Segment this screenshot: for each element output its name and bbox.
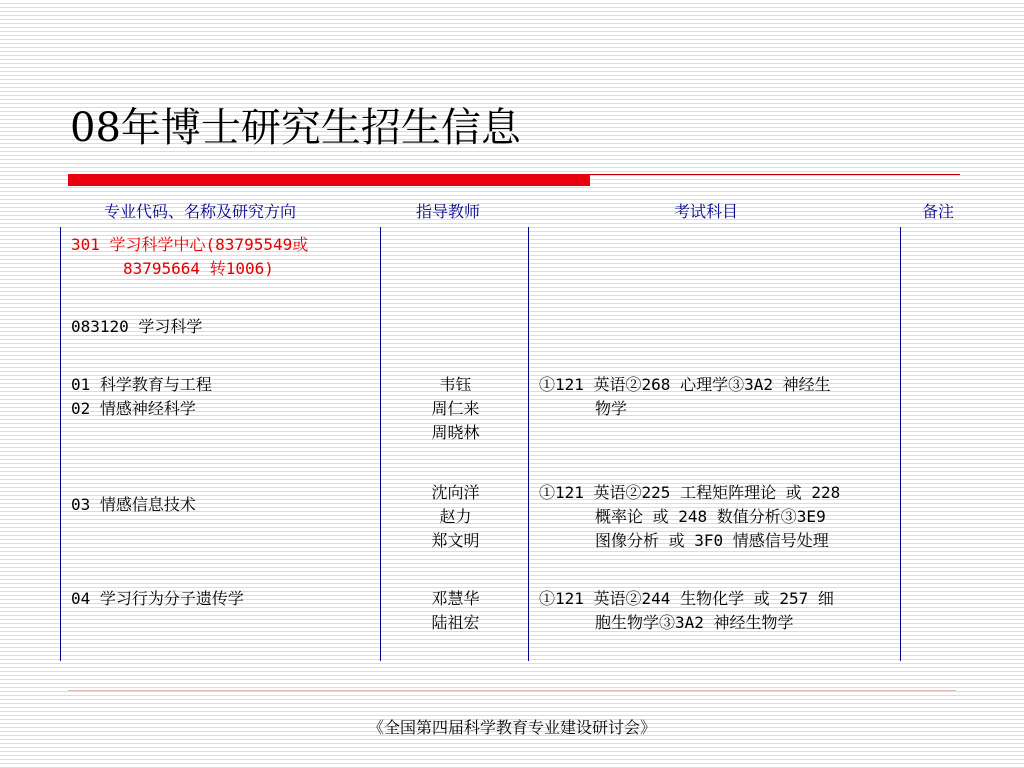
major-line: 301 学习科学中心(83795549或	[71, 235, 309, 254]
title-underline-bar	[68, 174, 590, 186]
advisor-name: 周晓林	[431, 423, 480, 442]
exam-cell	[529, 475, 901, 581]
table-row	[61, 475, 901, 581]
table-row	[61, 309, 901, 367]
exam-line: ①121 英语②268 心理学③3A2 神经生	[539, 375, 831, 394]
advisor-cell	[381, 309, 529, 367]
major-line: 01 科学教育与工程	[71, 375, 212, 394]
table-row	[61, 367, 901, 475]
table-header	[60, 199, 960, 223]
advisor-cell	[381, 227, 529, 309]
advisor-name: 赵力	[439, 507, 472, 526]
major-line: 04 学习行为分子遗传学	[71, 589, 244, 608]
exam-line: 物学	[595, 399, 628, 418]
exam-line: 概率论 或 248 数值分析③3E9	[595, 507, 826, 526]
major-line: 03 情感信息技术	[71, 495, 196, 514]
major-cell	[61, 309, 381, 367]
exam-cell	[529, 227, 901, 309]
major-cell	[61, 475, 381, 581]
advisor-name: 邓慧华	[431, 589, 480, 608]
major-cell	[61, 367, 381, 475]
exam-cell	[529, 367, 901, 475]
header-note: 备注	[922, 202, 955, 221]
exam-line: ①121 英语②244 生物化学 或 257 细	[539, 589, 834, 608]
slide-title: 08年博士研究生招生信息	[70, 105, 521, 151]
exam-line: ①121 英语②225 工程矩阵理论 或 228	[539, 483, 841, 502]
major-line: 83795664 转1006)	[123, 259, 274, 278]
exam-cell	[529, 581, 901, 661]
advisor-name: 周仁来	[431, 399, 480, 418]
admission-table	[60, 227, 901, 661]
header-advisor: 指导教师	[416, 202, 481, 221]
header-major: 专业代码、名称及研究方向	[104, 202, 297, 221]
table-row	[61, 581, 901, 661]
table-row	[61, 227, 901, 309]
exam-cell	[529, 309, 901, 367]
title-underline-thin	[590, 174, 960, 175]
advisor-name: 郑文明	[431, 531, 480, 550]
advisor-name: 陆祖宏	[431, 613, 480, 632]
advisor-cell	[381, 367, 529, 475]
advisor-cell	[381, 581, 529, 661]
footer-divider	[68, 690, 956, 691]
major-cell	[61, 227, 381, 309]
exam-line: 胞生物学③3A2 神经生物学	[595, 613, 794, 632]
major-line: 02 情感神经科学	[71, 399, 196, 418]
exam-line: 图像分析 或 3F0 情感信号处理	[595, 531, 829, 550]
header-exam: 考试科目	[674, 202, 739, 221]
advisor-name: 韦钰	[439, 375, 472, 394]
footer-text: 《全国第四届科学教育专业建设研讨会》	[367, 718, 656, 737]
advisor-name: 沈向洋	[431, 483, 480, 502]
advisor-cell	[381, 475, 529, 581]
major-cell	[61, 581, 381, 661]
major-line: 083120 学习科学	[71, 317, 203, 336]
